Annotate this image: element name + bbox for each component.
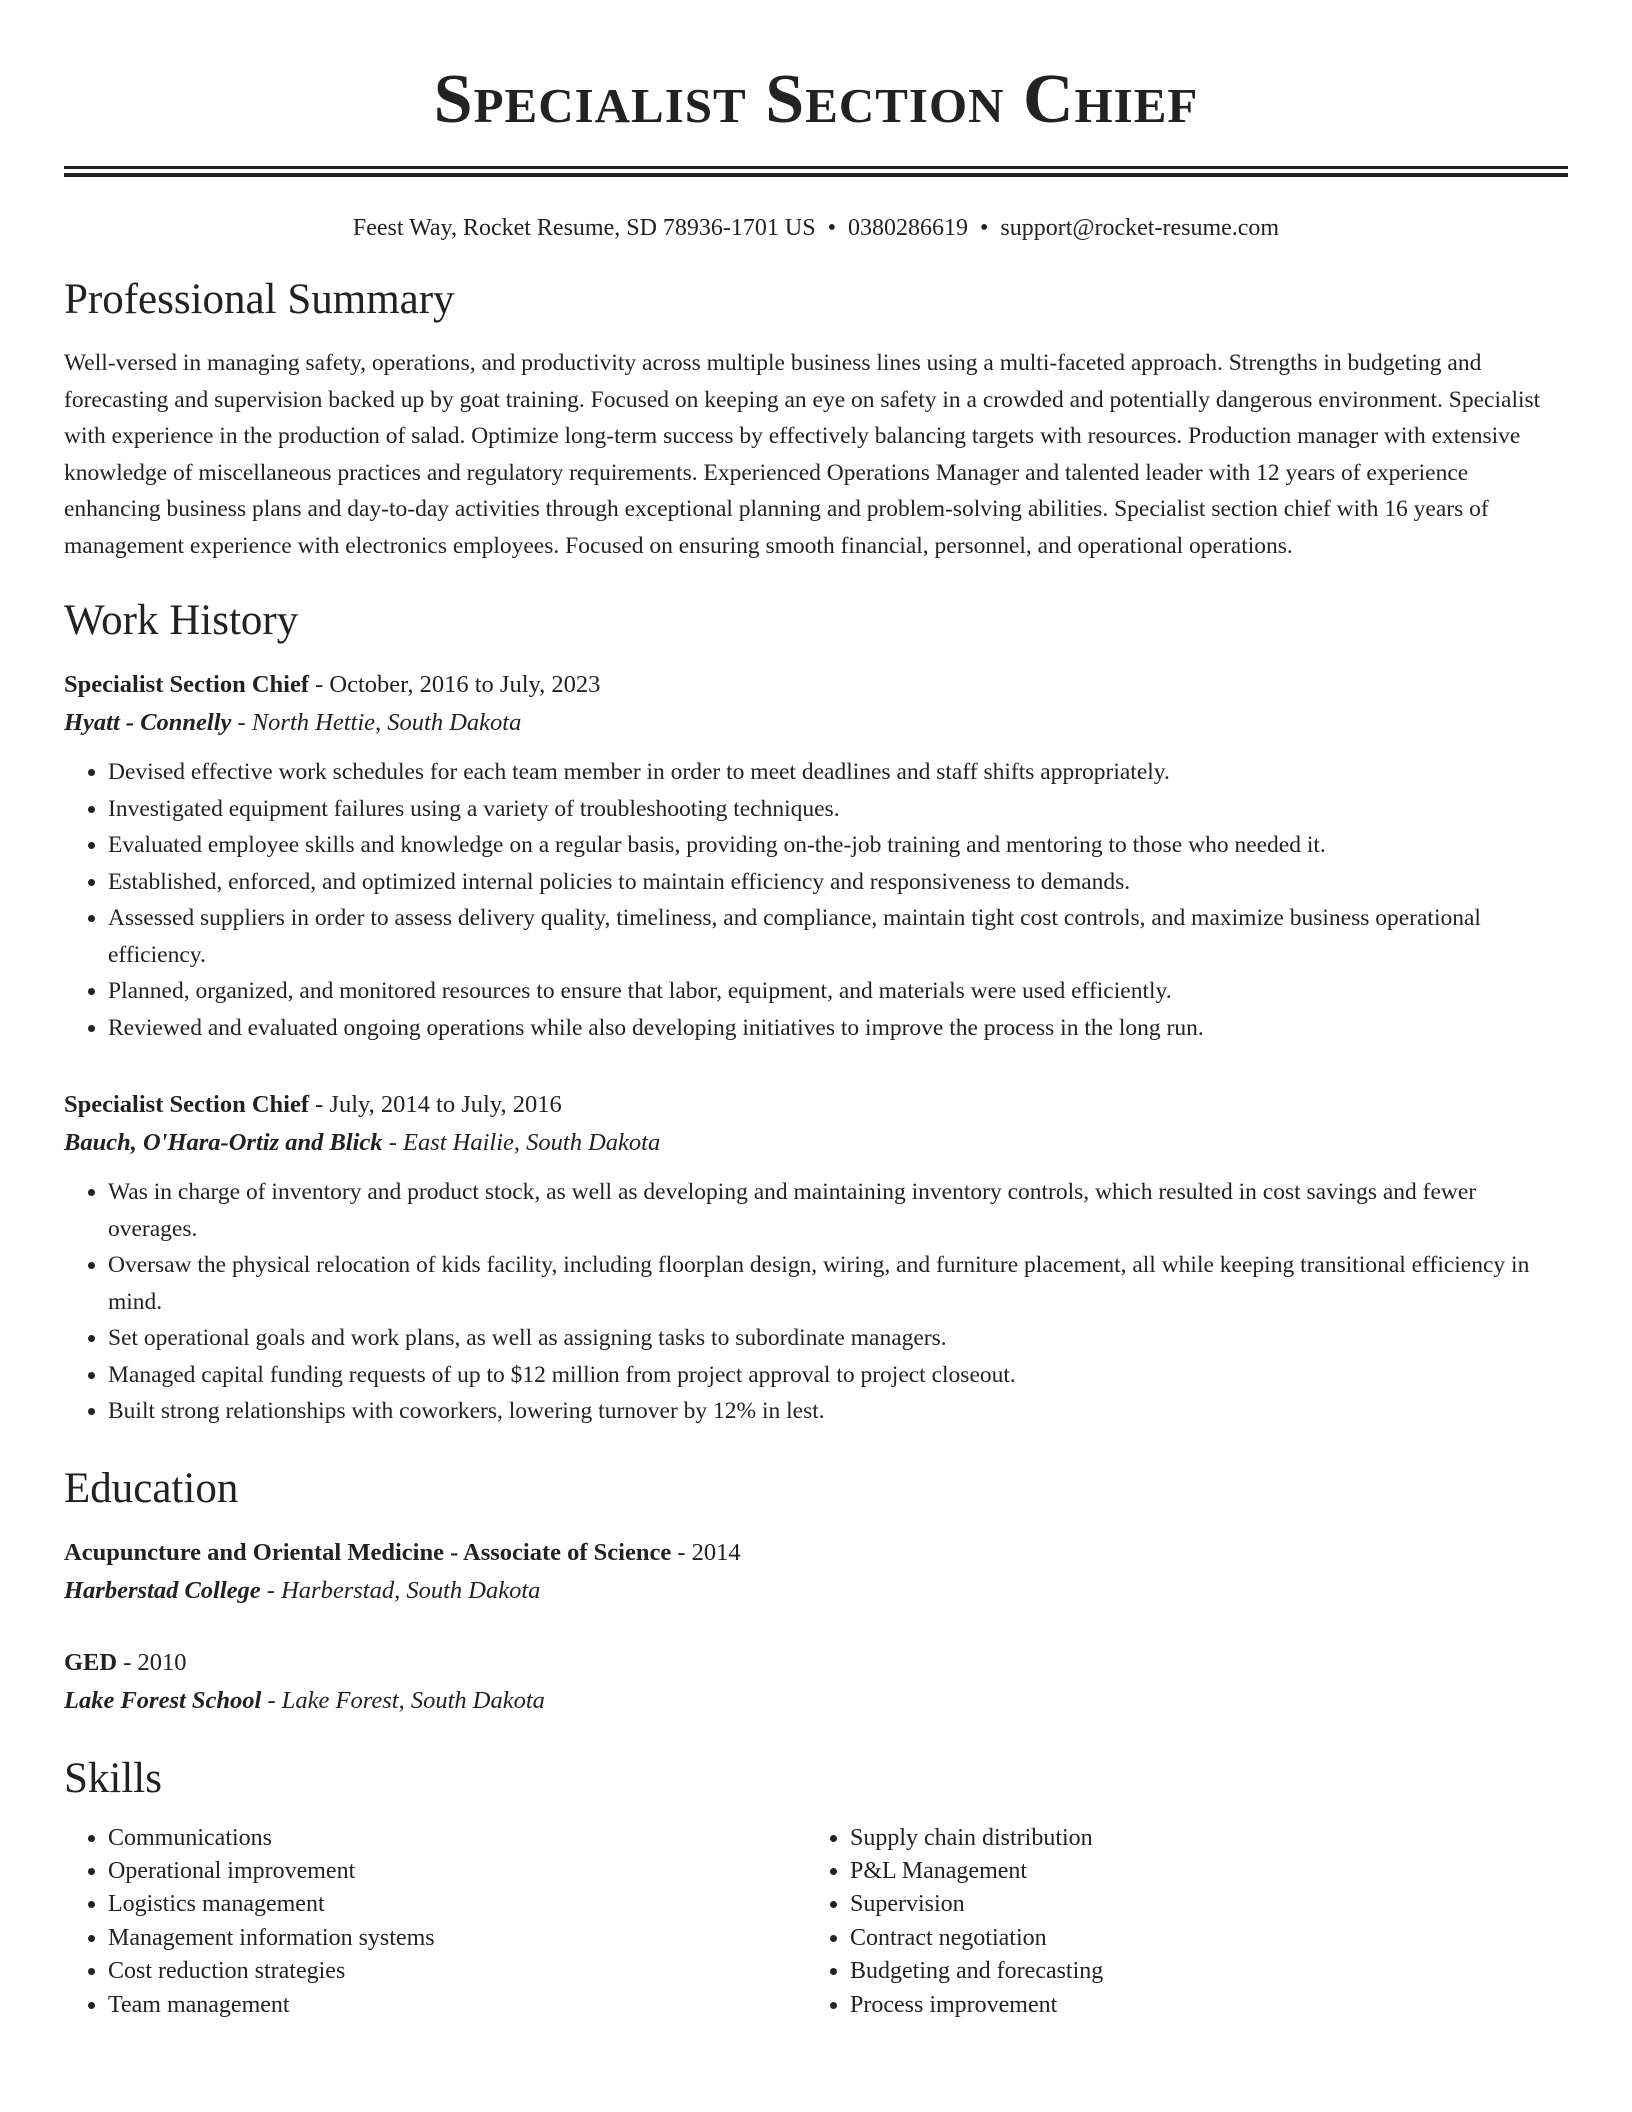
skill-item: • Contract negotiation <box>850 1922 1548 1955</box>
education-entry <box>64 1534 1568 1610</box>
dash-separator: - <box>382 1129 403 1156</box>
job-bullet: • Set operational goals and work plans, as well as assigning tasks to subordinate managers. <box>108 1320 1568 1357</box>
dash-separator: - <box>309 671 330 698</box>
skill-item: • Supply chain distribution <box>850 1822 1548 1855</box>
candidate-name: Specialist Section Chief <box>433 61 1199 138</box>
job-bullet: • Devised effective work schedules for each team member in order to meet deadlines and staff shifts appropriately. <box>108 754 1568 791</box>
skill-item: • Management information systems <box>108 1922 806 1955</box>
job-position: Specialist Section Chief <box>64 1091 309 1118</box>
job-entry <box>64 1086 1568 1430</box>
job-heading <box>64 666 1568 704</box>
contact-separator: • <box>827 215 836 241</box>
dash-separator: - <box>309 1091 330 1118</box>
education-school-line <box>64 1572 1568 1610</box>
job-bullet-list <box>64 1174 1568 1430</box>
contact-separator: • <box>980 215 989 241</box>
education-location: Lake Forest, South Dakota <box>281 1686 545 1714</box>
contact-address: Feest Way, Rocket Resume, SD 78936-1701 US <box>352 215 816 241</box>
summary-text: Well-versed in managing safety, operations, and productivity across multiple business lines using a multi-faceted approach. Strengths in budgeting and forecasting and supervision backed up by goat training. Focused on keeping an eye on safety in a crowded and potentially dangerous environment. Specialist with experience in the production of salad. Optimize long-term success by effectively balancing targets with resources. Production manager with extensive knowledge of miscellaneous practices and regulatory requirements. Experienced Operations Manager and talented leader with 12 years of experience enhancing business plans and day-to-day activities through exceptional planning and problem-solving abilities. Specialist section chief with 16 years of management experience with electronics employees. Focused on ensuring smooth financial, personnel, and operational operations. <box>64 350 1541 559</box>
skill-item: • Logistics management <box>108 1888 806 1921</box>
dash-separator: - <box>117 1648 138 1676</box>
dash-separator: - <box>671 1538 692 1566</box>
job-company: Hyatt - Connelly <box>64 709 232 736</box>
section-title-education: Education <box>64 1464 239 1512</box>
job-company: Bauch, O'Hara-Ortiz and Blick <box>64 1129 383 1156</box>
dash-separator: - <box>231 709 252 736</box>
job-bullet-list <box>64 754 1568 1046</box>
contact-line <box>64 213 1568 243</box>
education-degree: Acupuncture and Oriental Medicine - Associate of Science <box>64 1538 672 1566</box>
job-bullet: • Built strong relationships with coworkers, lowering turnover by 12% in lest. <box>108 1393 1568 1430</box>
education-year: 2014 <box>691 1538 741 1566</box>
education-heading <box>64 1644 1568 1682</box>
job-entry <box>64 666 1568 1046</box>
skills-list-left <box>64 1822 806 2022</box>
dash-separator: - <box>261 1686 282 1714</box>
education-school: Harberstad College <box>64 1576 261 1604</box>
skills-columns <box>64 1822 1568 2022</box>
job-location: North Hettie, South Dakota <box>251 709 522 736</box>
contact-email: support@rocket-resume.com <box>1000 215 1280 241</box>
section-title-skills: Skills <box>64 1754 162 1802</box>
job-location: East Hailie, South Dakota <box>402 1129 661 1156</box>
skill-item: • Communications <box>108 1822 806 1855</box>
job-position: Specialist Section Chief <box>64 671 309 698</box>
job-bullet: • Planned, organized, and monitored resources to ensure that labor, equipment, and materials were used efficiently. <box>108 973 1568 1010</box>
job-bullet: • Evaluated employee skills and knowledge on a regular basis, providing on-the-job training and mentoring to those who needed it. <box>108 827 1568 864</box>
skill-item: • Budgeting and forecasting <box>850 1955 1548 1988</box>
education-school: Lake Forest School <box>64 1686 262 1714</box>
job-bullet: • Assessed suppliers in order to assess delivery quality, timeliness, and compliance, maintain tight cost controls, and maximize business operational efficiency. <box>108 900 1568 973</box>
skill-item: • P&L Management <box>850 1855 1548 1888</box>
education-year: 2010 <box>137 1648 187 1676</box>
skill-item: • Team management <box>108 1989 806 2022</box>
job-bullet: • Investigated equipment failures using a variety of troubleshooting techniques. <box>108 791 1568 828</box>
contact-phone: 0380286619 <box>848 215 968 241</box>
dash-separator: - <box>260 1576 282 1604</box>
job-bullet: • Reviewed and evaluated ongoing operations while also developing initiatives to improve the process in the long run. <box>108 1010 1568 1047</box>
job-bullet: • Oversaw the physical relocation of kids facility, including floorplan design, wiring, and furniture placement, all while keeping transitional efficiency in mind. <box>108 1247 1568 1320</box>
job-employer <box>64 1124 1568 1162</box>
skill-item: • Supervision <box>850 1888 1548 1921</box>
skill-item: • Operational improvement <box>108 1855 806 1888</box>
education-heading <box>64 1534 1568 1572</box>
job-heading <box>64 1086 1568 1124</box>
section-title-summary: Professional Summary <box>64 276 455 323</box>
education-degree: GED <box>64 1648 118 1676</box>
job-employer <box>64 704 1568 742</box>
job-bullet: • Established, enforced, and optimized internal policies to maintain efficiency and responsiveness to demands. <box>108 864 1568 901</box>
section-title-work-history: Work History <box>64 597 299 644</box>
education-entry <box>64 1644 1568 1720</box>
header-divider <box>64 166 1568 177</box>
education-school-line <box>64 1682 1568 1720</box>
job-bullet: • Was in charge of inventory and product stock, as well as developing and maintaining inventory controls, which resulted in cost savings and fewer overages. <box>108 1174 1568 1247</box>
job-bullet: • Managed capital funding requests of up to $12 million from project approval to project closeout. <box>108 1357 1568 1394</box>
job-dates: July, 2014 to July, 2016 <box>329 1091 562 1118</box>
skill-item: • Process improvement <box>850 1989 1548 2022</box>
job-dates: October, 2016 to July, 2023 <box>329 671 601 698</box>
skill-item: • Cost reduction strategies <box>108 1955 806 1988</box>
education-location: Harberstad, South Dakota <box>281 1576 541 1604</box>
skills-list-right <box>806 1822 1548 2022</box>
